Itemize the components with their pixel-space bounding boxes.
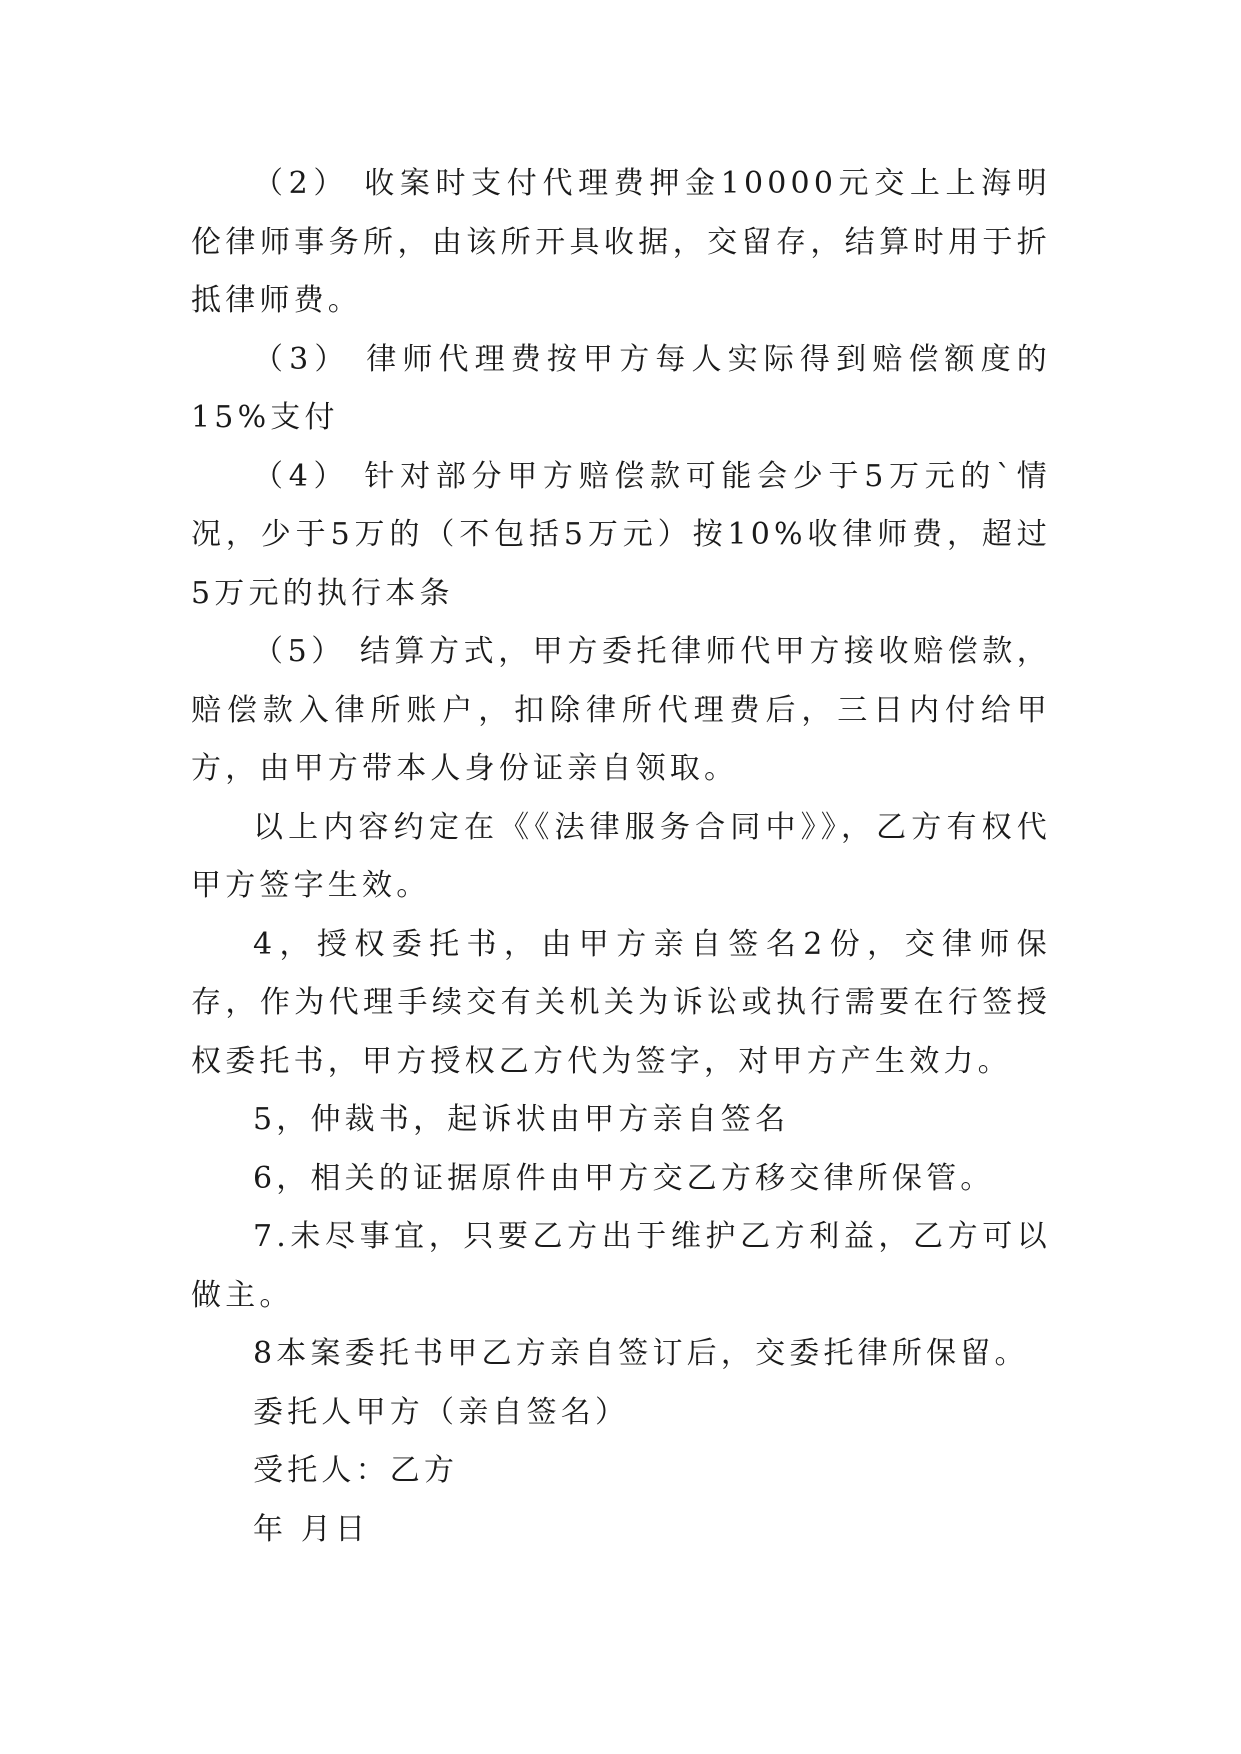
paragraph-power-of-attorney: 4，授权委托书，由甲方亲自签名2份，交律师保存，作为代理手续交有关机关为诉讼或执行需要在行签授权委托书，甲方授权乙方代为签字，对甲方产生效力。 xyxy=(191,926,1051,1079)
paragraph-evidence: 6，相关的证据原件由甲方交乙方移交律所保管。 xyxy=(253,1160,995,1196)
paragraph-other-matters: 7.未尽事宜，只要乙方出于维护乙方利益，乙方可以做主。 xyxy=(191,1219,1051,1313)
signature-agent: 受托人：乙方 xyxy=(253,1453,459,1488)
paragraph-deposit: （2） 收案时支付代理费押金10000元交上上海明伦律师事务所，由该所开具收据，交留存，结算时用于折抵律师费。 xyxy=(191,166,1051,318)
paragraph-retention: 8本案委托书甲乙方亲自签订后，交委托律所保留。 xyxy=(253,1336,1029,1371)
paragraph-small-claims: （4） 针对部分甲方赔偿款可能会少于5万元的`情况，少于5万的（不包括5万元）按10%收律师费，超过5万元的执行本条 xyxy=(191,458,1051,611)
signature-client: 委托人甲方（亲自签名） xyxy=(253,1394,630,1430)
document-body xyxy=(191,155,1051,1559)
signature-date: 年 月日 xyxy=(253,1511,370,1547)
paragraph-arbitration: 5，仲裁书，起诉状由甲方亲自签名 xyxy=(253,1102,790,1137)
paragraph-contract-reference: 以上内容约定在《《法律服务合同中》》，乙方有权代甲方签字生效。 xyxy=(191,809,1051,903)
paragraph-fee-rate: （3） 律师代理费按甲方每人实际得到赔偿额度的15%支付 xyxy=(191,341,1051,435)
paragraph-settlement: （5） 结算方式，甲方委托律师代甲方接收赔偿款，赔偿款入律所账户，扣除律所代理费后，三日内付给甲方，由甲方带本人身份证亲自领取。 xyxy=(191,634,1051,786)
